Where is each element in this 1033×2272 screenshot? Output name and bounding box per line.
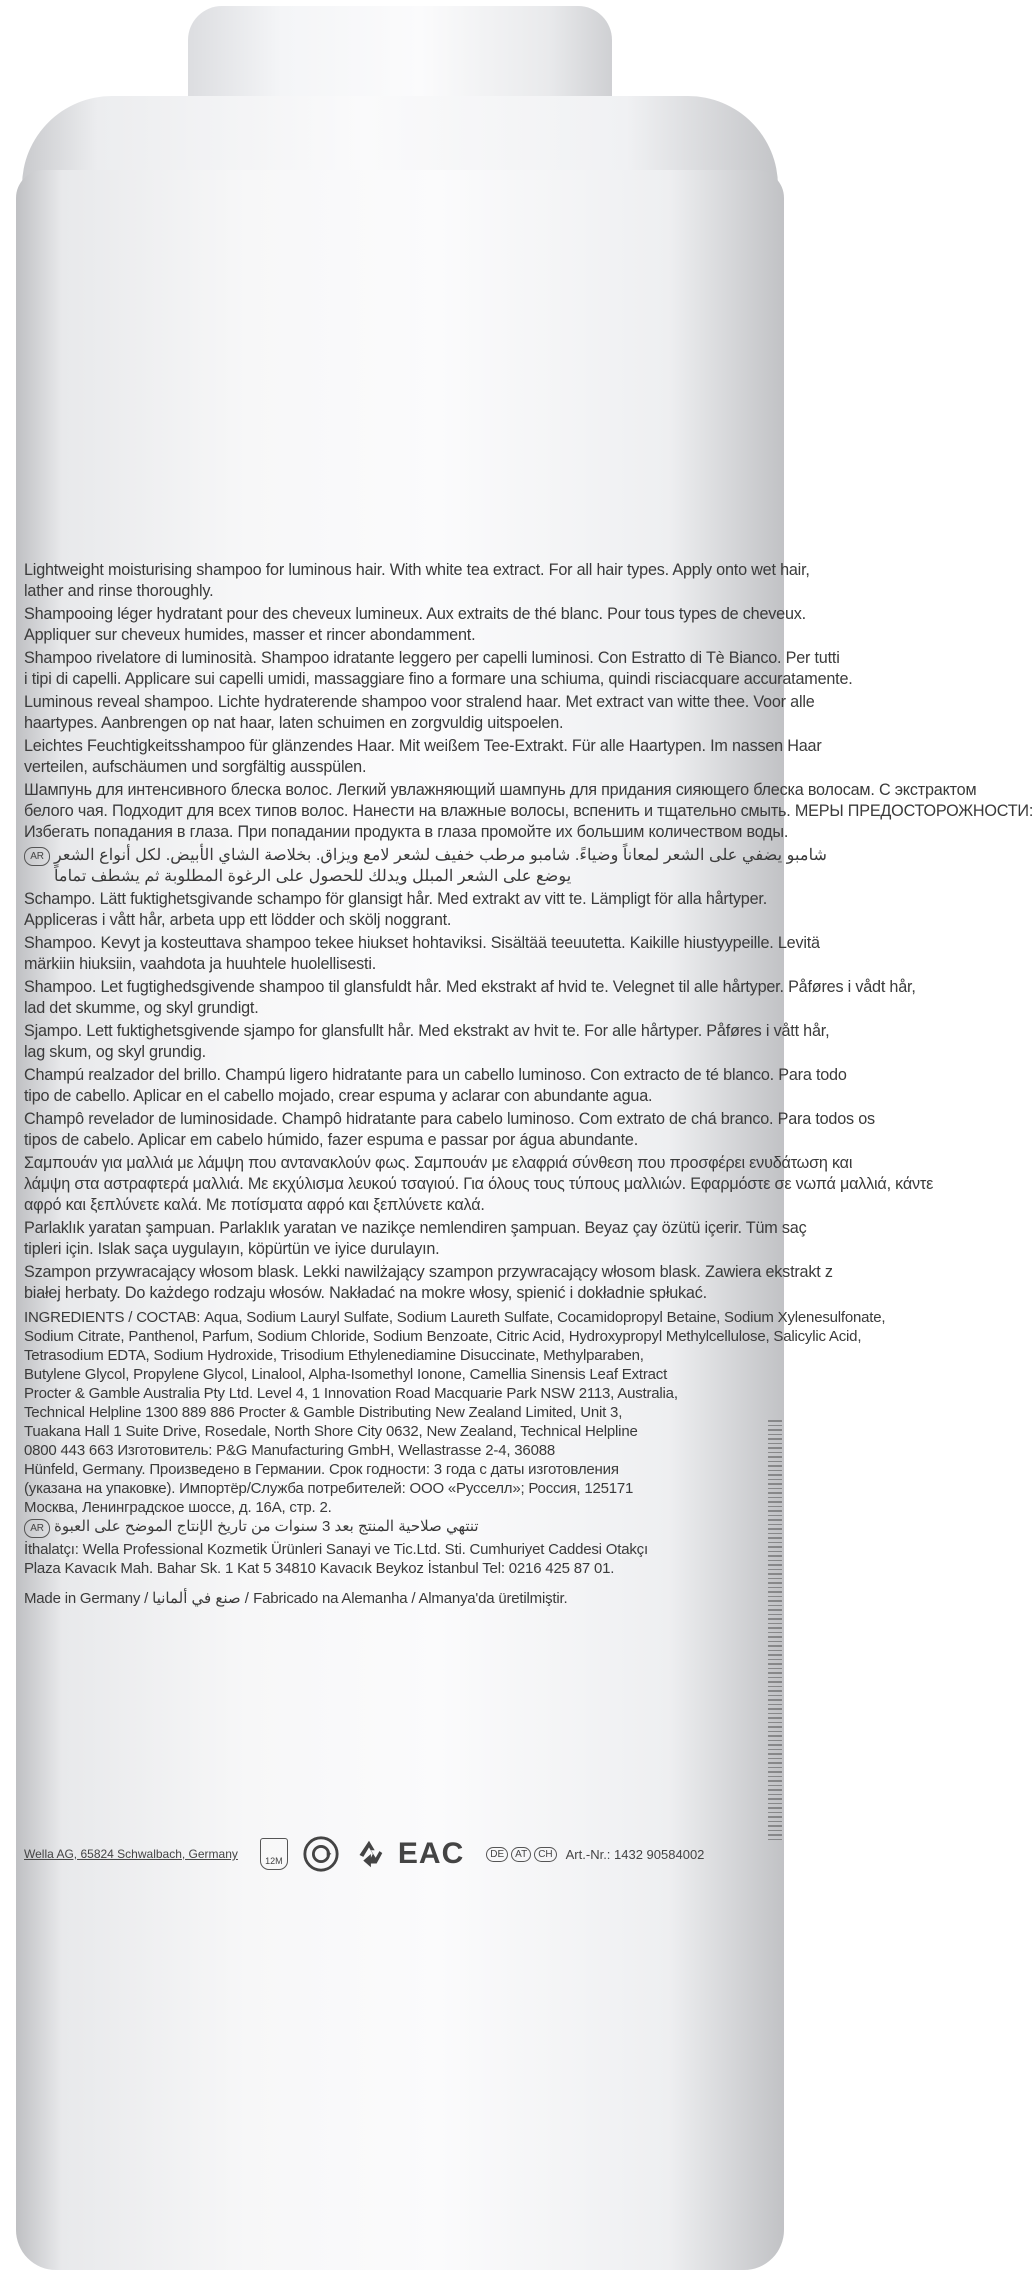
label-line: Sjampo. Lett fuktighetsgivende sjampo for glansfullt hår. Med ekstrakt av hvit te. For alle hårtyper. Påføres i vått hår, <box>24 1022 830 1040</box>
back-label <box>24 560 1033 1609</box>
ingredients-list <box>24 1308 886 1384</box>
label-paragraph <box>24 1065 847 1107</box>
country-of-origin: Made in Germany / صنع في ألمانيا / Fabricado na Alemanha / Almanya'da üretilmiştir. <box>24 1590 568 1607</box>
symbol-bar <box>24 1830 784 1878</box>
importer-turkey <box>24 1540 784 1578</box>
label-paragraph <box>24 1153 934 1216</box>
article-number: Art.-Nr.: 1432 90584002 <box>565 1846 705 1862</box>
label-paragraph <box>24 560 810 602</box>
label-line: Champú realzador del brillo. Champú ligero hidratante para un cabello luminoso. Con extracto de té blanco. Para todo <box>24 1066 847 1084</box>
arabic-shelf-text: تنتهي صلاحية المنتج بعد 3 سنوات من تاريخ الإنتاج الموضح على العبوة <box>54 1518 479 1535</box>
label-line: märkiin hiuksiin, vaahdota ja huuhtele huolellisesti. <box>24 955 377 973</box>
green-dot-recycle-icon <box>302 1835 340 1873</box>
label-paragraph <box>24 977 916 1019</box>
label-line: verteilen, aufschäumen und sorgfältig ausspülen. <box>24 758 367 776</box>
label-paragraph <box>24 1021 830 1063</box>
label-paragraph <box>24 933 820 975</box>
label-line: lag skum, og skyl grundig. <box>24 1043 206 1061</box>
manufacturer-address: Wella AG, 65824 Schwalbach, Germany <box>24 1847 238 1861</box>
label-line: tipleri için. Islak saça uygulayın, köpürtün ve iyice durulayın. <box>24 1240 440 1258</box>
distributor-addresses <box>24 1384 784 1517</box>
ingredients-line: Butylene Glycol, Propylene Glycol, Linalool, Alpha-Isomethyl Ionone, Camellia Sinensis Leaf Extract <box>24 1366 668 1383</box>
label-paragraph <box>24 648 853 690</box>
label-line: białej herbaty. Do każdego rodzaju włosów. Nakładać na mokre włosy, spienić i dokładnie spłukać. <box>24 1284 707 1302</box>
label-paragraph <box>24 845 828 887</box>
address-line: Tuakana Hall 1 Suite Drive, Rosedale, North Shore City 0632, New Zealand, Technical Helpline <box>24 1423 638 1440</box>
label-line: Shampoo. Kevyt ja kosteuttava shampoo tekee hiukset hohtaviksi. Sisältää teeuutetta. Kaikille hiustyypeille. Levitä <box>24 934 820 952</box>
country-code-de: DE <box>486 1847 508 1862</box>
label-paragraph <box>24 1262 833 1304</box>
label-paragraph <box>24 780 1033 843</box>
label-line: Appliceras i vått hår, arbeta upp ett lödder och skölj noggrant. <box>24 911 452 929</box>
address-line: Hünfeld, Germany. Произведено в Германии. Срок годности: 3 года с даты изготовления <box>24 1461 619 1478</box>
label-paragraph <box>24 736 822 778</box>
label-line: αφρό και ξεπλύνετε καλά. Με ποτίσματα αφρό και ξεπλύνετε καλά. <box>24 1196 485 1214</box>
label-paragraph <box>24 889 784 931</box>
ingredients-line: INGREDIENTS / СОСТАВ: Aqua, Sodium Lauryl Sulfate, Sodium Laureth Sulfate, Cocamidopropyl Betaine, Sodium Xylenesulfonate, <box>24 1309 886 1326</box>
label-line: белого чая. Подходит для всех типов волос. Нанести на влажные волосы, вспенить и тщательно смыть. МЕРЫ ПРЕДОСТОРОЖНОСТИ: <box>24 802 1033 820</box>
address-line: 0800 443 663 Изготовитель: P&G Manufacturing GmbH, Wellastrasse 2-4, 36088 <box>24 1442 555 1459</box>
label-line: Shampoo. Let fugtighedsgivende shampoo til glansfuldt hår. Med ekstrakt af hvid te. Velegnet til alle hårtyper. Påføres i vådt hår, <box>24 978 916 996</box>
arabic-shelf-life <box>24 1517 784 1538</box>
label-line: Избегать попадания в глаза. При попадании продукта в глаза промойте их большим количеством воды. <box>24 823 789 841</box>
barcode <box>768 1420 782 1840</box>
importer-line: Plaza Kavacık Mah. Bahar Sk. 1 Kat 5 34810 Kavacık Beykoz İstanbul Tel: 0216 425 87 01. <box>24 1560 615 1577</box>
label-paragraph <box>24 1218 807 1260</box>
address-line: Procter & Gamble Australia Pty Ltd. Level 4, 1 Innovation Road Macquarie Park NSW 2113, Australia, <box>24 1385 678 1402</box>
label-line: Shampoo rivelatore di luminosità. Shampoo idratante leggero per capelli luminosi. Con Estratto di Tè Bianco. Per tutti <box>24 649 840 667</box>
label-paragraph <box>24 1109 875 1151</box>
label-line: lad det skumme, og skyl grundigt. <box>24 999 259 1017</box>
label-line: Parlaklık yaratan şampuan. Parlaklık yaratan ve nazikçe nemlendiren şampuan. Beyaz çay özütü içerir. Tüm saç <box>24 1219 807 1237</box>
language-code-badge: AR <box>24 847 50 866</box>
label-line: haartypes. Aanbrengen op nat haar, laten schuimen en zorgvuldig uitspoelen. <box>24 714 564 732</box>
label-line: i tipi di capelli. Applicare sui capelli umidi, massaggiare fino a formare una schiuma, quindi risciacquare accuratamente. <box>24 670 853 688</box>
pao-icon <box>260 1838 288 1870</box>
label-line: Шампунь для интенсивного блеска волос. Легкий увлажняющий шампунь для придания сияющего блеска волосам. С экстрактом <box>24 781 977 799</box>
ingredients-line: Sodium Citrate, Panthenol, Parfum, Sodium Chloride, Sodium Benzoate, Citric Acid, Hydroxypropyl Methylcellulose, Salicylic Acid, <box>24 1328 862 1345</box>
language-code-badge: AR <box>24 1519 50 1538</box>
label-line: Schampo. Lätt fuktighetsgivande schampo för glansigt hår. Med extrakt av vitt te. Lämpligt för alla hårtyper. <box>24 890 768 908</box>
address-line: Москва, Ленинградское шоссе, д. 16А, стр. 2. <box>24 1499 332 1516</box>
label-line: λάμψη στα αστραφτερά μαλλιά. Με εκχύλισμα λευκού τσαγιού. Για όλους τους τύπους μαλλιών. Εφαρμόστε σε νωπά μαλλιά, κάντε <box>24 1175 934 1193</box>
label-line: Lightweight moisturising shampoo for luminous hair. With white tea extract. For all hair types. Apply onto wet hair, <box>24 561 810 579</box>
label-line: شامبو يضفي على الشعر لمعاناً وضياءً. شامبو مرطب خفيف لشعر لامع ويزاق. بخلاصة الشاي الأبيض. لكل أنواع الشعر <box>54 846 828 864</box>
country-code-at: AT <box>511 1847 531 1862</box>
label-paragraph <box>24 604 806 646</box>
label-line: tipos de cabelo. Aplicar em cabelo húmido, fazer espuma e passar por água abundante. <box>24 1131 639 1149</box>
address-line: Technical Helpline 1300 889 886 Procter & Gamble Distributing New Zealand Limited, Unit 3, <box>24 1404 623 1421</box>
label-line: Luminous reveal shampoo. Lichte hydraterende shampoo voor stralend haar. Met extract van witte thee. Voor alle <box>24 693 815 711</box>
importer-line: İthalatçı: Wella Professional Kozmetik Ürünleri Sanayi ve Tic.Ltd. Sti. Cumhuriyet Caddesi Otakçı <box>24 1541 648 1558</box>
mobius-recycle-icon <box>350 1835 388 1873</box>
ingredients-line: Tetrasodium EDTA, Sodium Hydroxide, Trisodium Ethylenediamine Disuccinate, Methylparaben, <box>24 1347 644 1364</box>
label-line: Szampon przywracający włosom blask. Lekki nawilżający szampon przywracający włosom blask. Zawiera ekstrakt z <box>24 1263 833 1281</box>
label-line: lather and rinse thoroughly. <box>24 582 214 600</box>
label-line: tipo de cabello. Aplicar en el cabello mojado, crear espuma y aclarar con abundante agua. <box>24 1087 653 1105</box>
label-line: Leichtes Feuchtigkeitsshampoo für glänzendes Haar. Mit weißem Tee-Extrakt. Für alle Haartypen. Im nassen Haar <box>24 737 822 755</box>
label-line: يوضع على الشعر المبلل ويدلك للحصول على الرغوة المطلوبة ثم يشطف تماماً <box>54 867 572 885</box>
label-line: Champô revelador de luminosidade. Champô hidratante para cabelo luminoso. Com extrato de chá branco. Para todos os <box>24 1110 875 1128</box>
label-line: Σαμπουάν για μαλλιά με λάμψη που αντανακλούν φως. Σαμπουάν με ελαφριά σύνθεση που προσφέρει ενυδάτωση και <box>24 1154 853 1172</box>
label-line: Appliquer sur cheveux humides, masser et rincer abondamment. <box>24 626 476 644</box>
eac-mark: EAC <box>397 1837 465 1870</box>
pao-label: 12M <box>265 1856 283 1866</box>
label-paragraph <box>24 692 815 734</box>
label-line: Shampooing léger hydratant pour des cheveux lumineux. Aux extraits de thé blanc. Pour tous types de cheveux. <box>24 605 806 623</box>
address-line: (указана на упаковке). Импортёр/Служба потребителей: ООО «Русселл»; Россия, 125171 <box>24 1480 634 1497</box>
country-code-ch: CH <box>534 1847 556 1862</box>
